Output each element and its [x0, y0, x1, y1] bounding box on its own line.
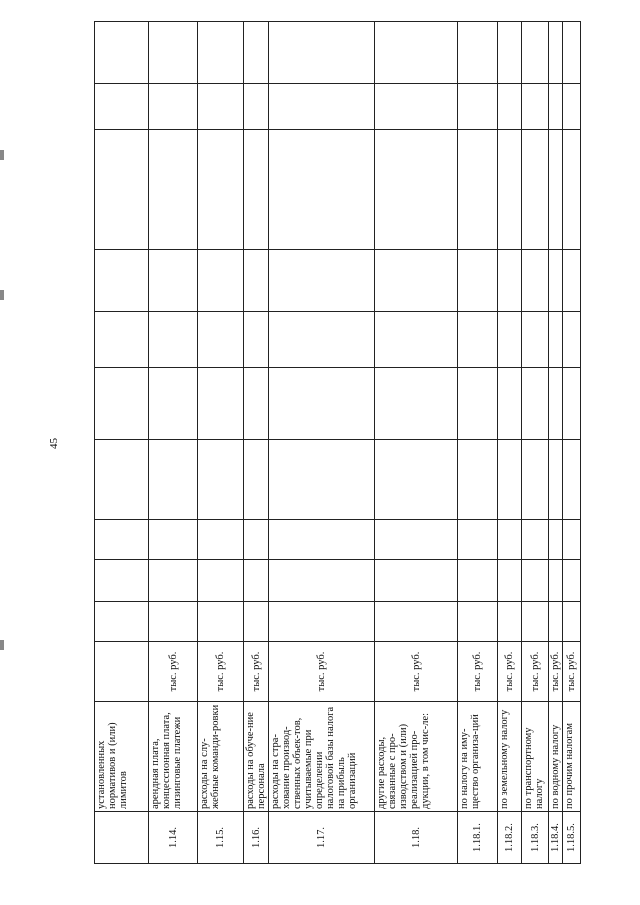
value-cell	[562, 368, 580, 440]
value-cell	[562, 22, 580, 84]
value-cell	[149, 250, 197, 312]
value-cell	[375, 84, 458, 130]
value-cell	[375, 440, 458, 520]
value-cell	[95, 368, 149, 440]
value-cell	[548, 312, 562, 368]
row-number: 1.15.	[197, 812, 243, 864]
value-cell	[95, 312, 149, 368]
row-number: 1.18.	[375, 812, 458, 864]
value-cell	[197, 312, 243, 368]
row-number: 1.14.	[149, 812, 197, 864]
value-cell	[522, 130, 548, 250]
value-cell	[244, 560, 269, 602]
value-cell	[197, 560, 243, 602]
budget-table	[94, 21, 581, 864]
value-cell	[562, 130, 580, 250]
value-cell	[269, 130, 375, 250]
row-name: по прочим налогам	[562, 702, 580, 812]
value-cell	[149, 368, 197, 440]
value-cell	[548, 22, 562, 84]
table-row	[522, 22, 548, 864]
value-cell	[269, 520, 375, 560]
value-cell	[498, 250, 522, 312]
value-cell	[375, 130, 458, 250]
value-cell	[457, 602, 497, 642]
row-number: 1.18.4.	[548, 812, 562, 864]
value-cell	[562, 440, 580, 520]
row-unit: тыс. руб.	[457, 642, 497, 702]
row-unit: тыс. руб.	[522, 642, 548, 702]
value-cell	[562, 560, 580, 602]
row-unit: тыс. руб.	[149, 642, 197, 702]
value-cell	[522, 22, 548, 84]
value-cell	[244, 520, 269, 560]
value-cell	[244, 440, 269, 520]
value-cell	[197, 250, 243, 312]
value-cell	[95, 602, 149, 642]
value-cell	[522, 312, 548, 368]
value-cell	[522, 440, 548, 520]
scan-edge-mark	[0, 640, 4, 650]
value-cell	[269, 312, 375, 368]
value-cell	[149, 22, 197, 84]
value-cell	[522, 520, 548, 560]
value-cell	[269, 602, 375, 642]
value-cell	[197, 440, 243, 520]
value-cell	[562, 602, 580, 642]
value-cell	[197, 84, 243, 130]
value-cell	[244, 250, 269, 312]
value-cell	[269, 84, 375, 130]
table-row	[375, 22, 458, 864]
scan-edge-mark	[0, 150, 4, 160]
value-cell	[548, 602, 562, 642]
value-cell	[149, 84, 197, 130]
value-cell	[457, 368, 497, 440]
value-cell	[522, 560, 548, 602]
value-cell	[548, 560, 562, 602]
value-cell	[95, 560, 149, 602]
value-cell	[244, 312, 269, 368]
value-cell	[149, 560, 197, 602]
row-name: по земельному налогу	[498, 702, 522, 812]
value-cell	[244, 84, 269, 130]
row-unit: тыс. руб.	[375, 642, 458, 702]
value-cell	[548, 250, 562, 312]
value-cell	[375, 602, 458, 642]
row-name: другие расходы, связанные с про-изводством и (или) реализацией про-дукции, в том чис-ле:	[375, 702, 458, 812]
value-cell	[197, 22, 243, 84]
row-number: 1.16.	[244, 812, 269, 864]
table-row	[457, 22, 497, 864]
value-cell	[375, 520, 458, 560]
value-cell	[457, 130, 497, 250]
row-unit: тыс. руб.	[498, 642, 522, 702]
value-cell	[457, 440, 497, 520]
value-cell	[548, 520, 562, 560]
row-name: по водному налогу	[548, 702, 562, 812]
row-name: по налогу на иму-щество организа-ций	[457, 702, 497, 812]
row-number: 1.18.3.	[522, 812, 548, 864]
row-number	[95, 812, 149, 864]
value-cell	[95, 440, 149, 520]
row-name: по транспортному налогу	[522, 702, 548, 812]
row-unit: тыс. руб.	[197, 642, 243, 702]
value-cell	[197, 520, 243, 560]
value-cell	[562, 312, 580, 368]
value-cell	[95, 84, 149, 130]
value-cell	[457, 520, 497, 560]
value-cell	[498, 602, 522, 642]
value-cell	[548, 130, 562, 250]
value-cell	[149, 312, 197, 368]
value-cell	[149, 520, 197, 560]
value-cell	[197, 602, 243, 642]
value-cell	[95, 130, 149, 250]
table-row	[548, 22, 562, 864]
value-cell	[498, 520, 522, 560]
value-cell	[548, 368, 562, 440]
value-cell	[522, 84, 548, 130]
value-cell	[95, 520, 149, 560]
value-cell	[498, 22, 522, 84]
row-name: расходы на стра-хование производ-ственных объек-тов, учитываемые при определении налоговой базы налога на прибыль организаций	[269, 702, 375, 812]
table-stage	[94, 21, 581, 864]
value-cell	[197, 368, 243, 440]
row-name: расходы на слу-жебные команди-ровки	[197, 702, 243, 812]
scan-edge-mark	[0, 290, 4, 300]
row-unit: тыс. руб.	[244, 642, 269, 702]
value-cell	[149, 440, 197, 520]
value-cell	[375, 312, 458, 368]
value-cell	[522, 250, 548, 312]
value-cell	[244, 602, 269, 642]
value-cell	[375, 22, 458, 84]
value-cell	[269, 368, 375, 440]
value-cell	[269, 22, 375, 84]
row-name: расходы на обуче-ние персонала	[244, 702, 269, 812]
value-cell	[522, 602, 548, 642]
table-row	[244, 22, 269, 864]
value-cell	[548, 84, 562, 130]
value-cell	[498, 560, 522, 602]
value-cell	[197, 130, 243, 250]
value-cell	[548, 440, 562, 520]
value-cell	[95, 22, 149, 84]
value-cell	[149, 602, 197, 642]
value-cell	[95, 250, 149, 312]
value-cell	[522, 368, 548, 440]
row-number: 1.18.2.	[498, 812, 522, 864]
value-cell	[269, 440, 375, 520]
value-cell	[457, 22, 497, 84]
value-cell	[562, 84, 580, 130]
table-row	[269, 22, 375, 864]
value-cell	[562, 520, 580, 560]
value-cell	[149, 130, 197, 250]
row-number: 1.18.5.	[562, 812, 580, 864]
value-cell	[375, 368, 458, 440]
value-cell	[457, 560, 497, 602]
value-cell	[244, 130, 269, 250]
row-name: арендная плата, концессионная плата, лизинговые платежи	[149, 702, 197, 812]
value-cell	[498, 84, 522, 130]
value-cell	[498, 368, 522, 440]
value-cell	[269, 560, 375, 602]
row-unit: тыс. руб.	[269, 642, 375, 702]
value-cell	[457, 84, 497, 130]
value-cell	[457, 250, 497, 312]
value-cell	[375, 250, 458, 312]
value-cell	[498, 130, 522, 250]
value-cell	[244, 368, 269, 440]
table-row	[498, 22, 522, 864]
value-cell	[269, 250, 375, 312]
row-unit: тыс. руб.	[548, 642, 562, 702]
table-row	[197, 22, 243, 864]
table-row	[562, 22, 580, 864]
value-cell	[562, 250, 580, 312]
value-cell	[457, 312, 497, 368]
value-cell	[498, 440, 522, 520]
page-number: 45	[48, 438, 60, 449]
row-unit	[95, 642, 149, 702]
row-number: 1.18.1.	[457, 812, 497, 864]
value-cell	[244, 22, 269, 84]
table-row	[95, 22, 149, 864]
row-name: установленных нормативов и (или) лимитов	[95, 702, 149, 812]
value-cell	[498, 312, 522, 368]
row-unit: тыс. руб.	[562, 642, 580, 702]
value-cell	[375, 560, 458, 602]
row-number: 1.17.	[269, 812, 375, 864]
table-row	[149, 22, 197, 864]
